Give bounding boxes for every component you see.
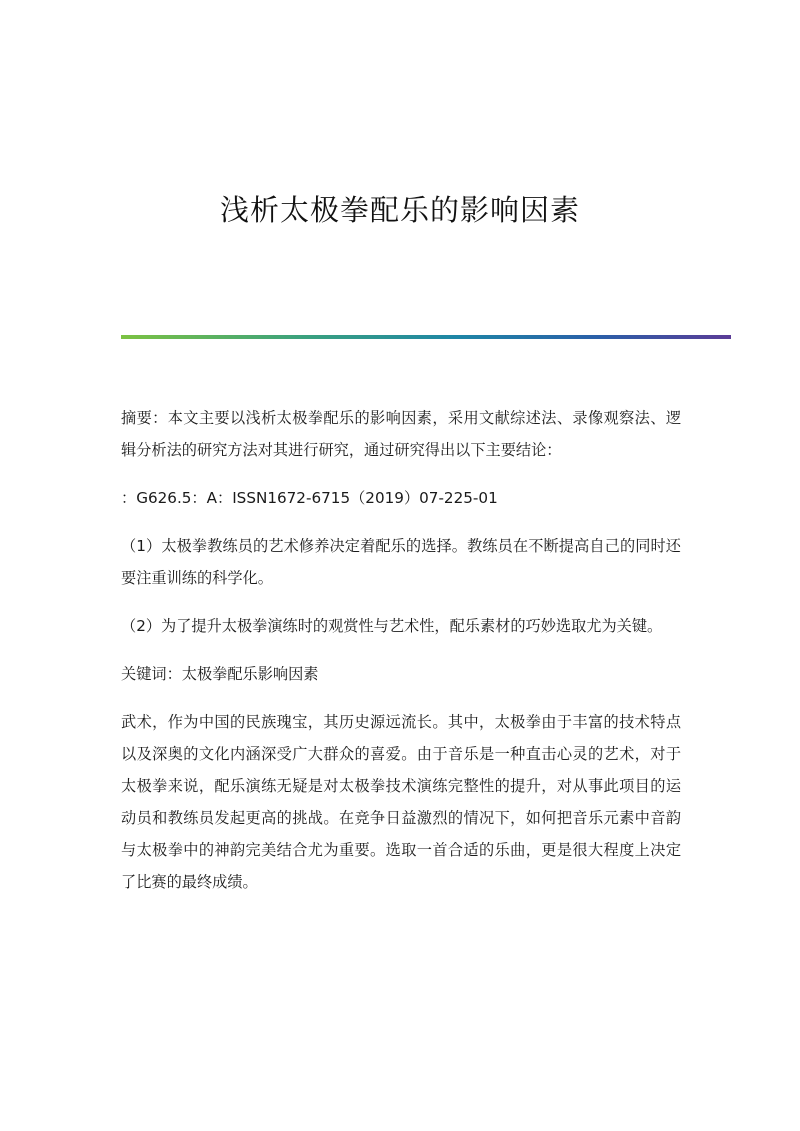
keywords-line: 关键词：太极拳配乐影响因素 — [121, 665, 319, 683]
document-title: 浅析太极拳配乐的影响因素 — [219, 193, 580, 227]
classification-line: ：G626.5：A：ISSN1672-6715（2019）07-225-01 — [121, 489, 498, 507]
conclusion-2: （2）为了提升太极拳演练时的观赏性与艺术性，配乐素材的巧妙选取尤为关键。 — [121, 617, 663, 635]
intro-paragraph: 武术，作为中国的民族瑰宝，其历史源远流长。其中，太极拳由于丰富的技术特点以及深奥的文化内涵深受广大群众的喜爱。由于音乐是一种直击心灵的艺术，对于太极拳来说，配乐演练无疑是对太极拳技术演练完整性的提升，对从事此项目的运动员和教练员发起更高的挑战。在竞争日益激烈的情况下，如何把音乐元素中音韵与太极拳中的神韵完美结合尤为重要。选取一首合适的乐曲，更是很大程度上决定了比赛的最终成绩。 — [121, 713, 681, 891]
document-body — [121, 402, 681, 914]
conclusion-1: （1）太极拳教练员的艺术修养决定着配乐的选择。教练员在不断提高自己的同时还要注重训练的科学化。 — [121, 537, 681, 587]
abstract-paragraph: 摘要：本文主要以浅析太极拳配乐的影响因素，采用文献综述法、录像观察法、逻辑分析法的研究方法对其进行研究，通过研究得出以下主要结论： — [121, 409, 681, 459]
title-divider — [121, 335, 731, 339]
